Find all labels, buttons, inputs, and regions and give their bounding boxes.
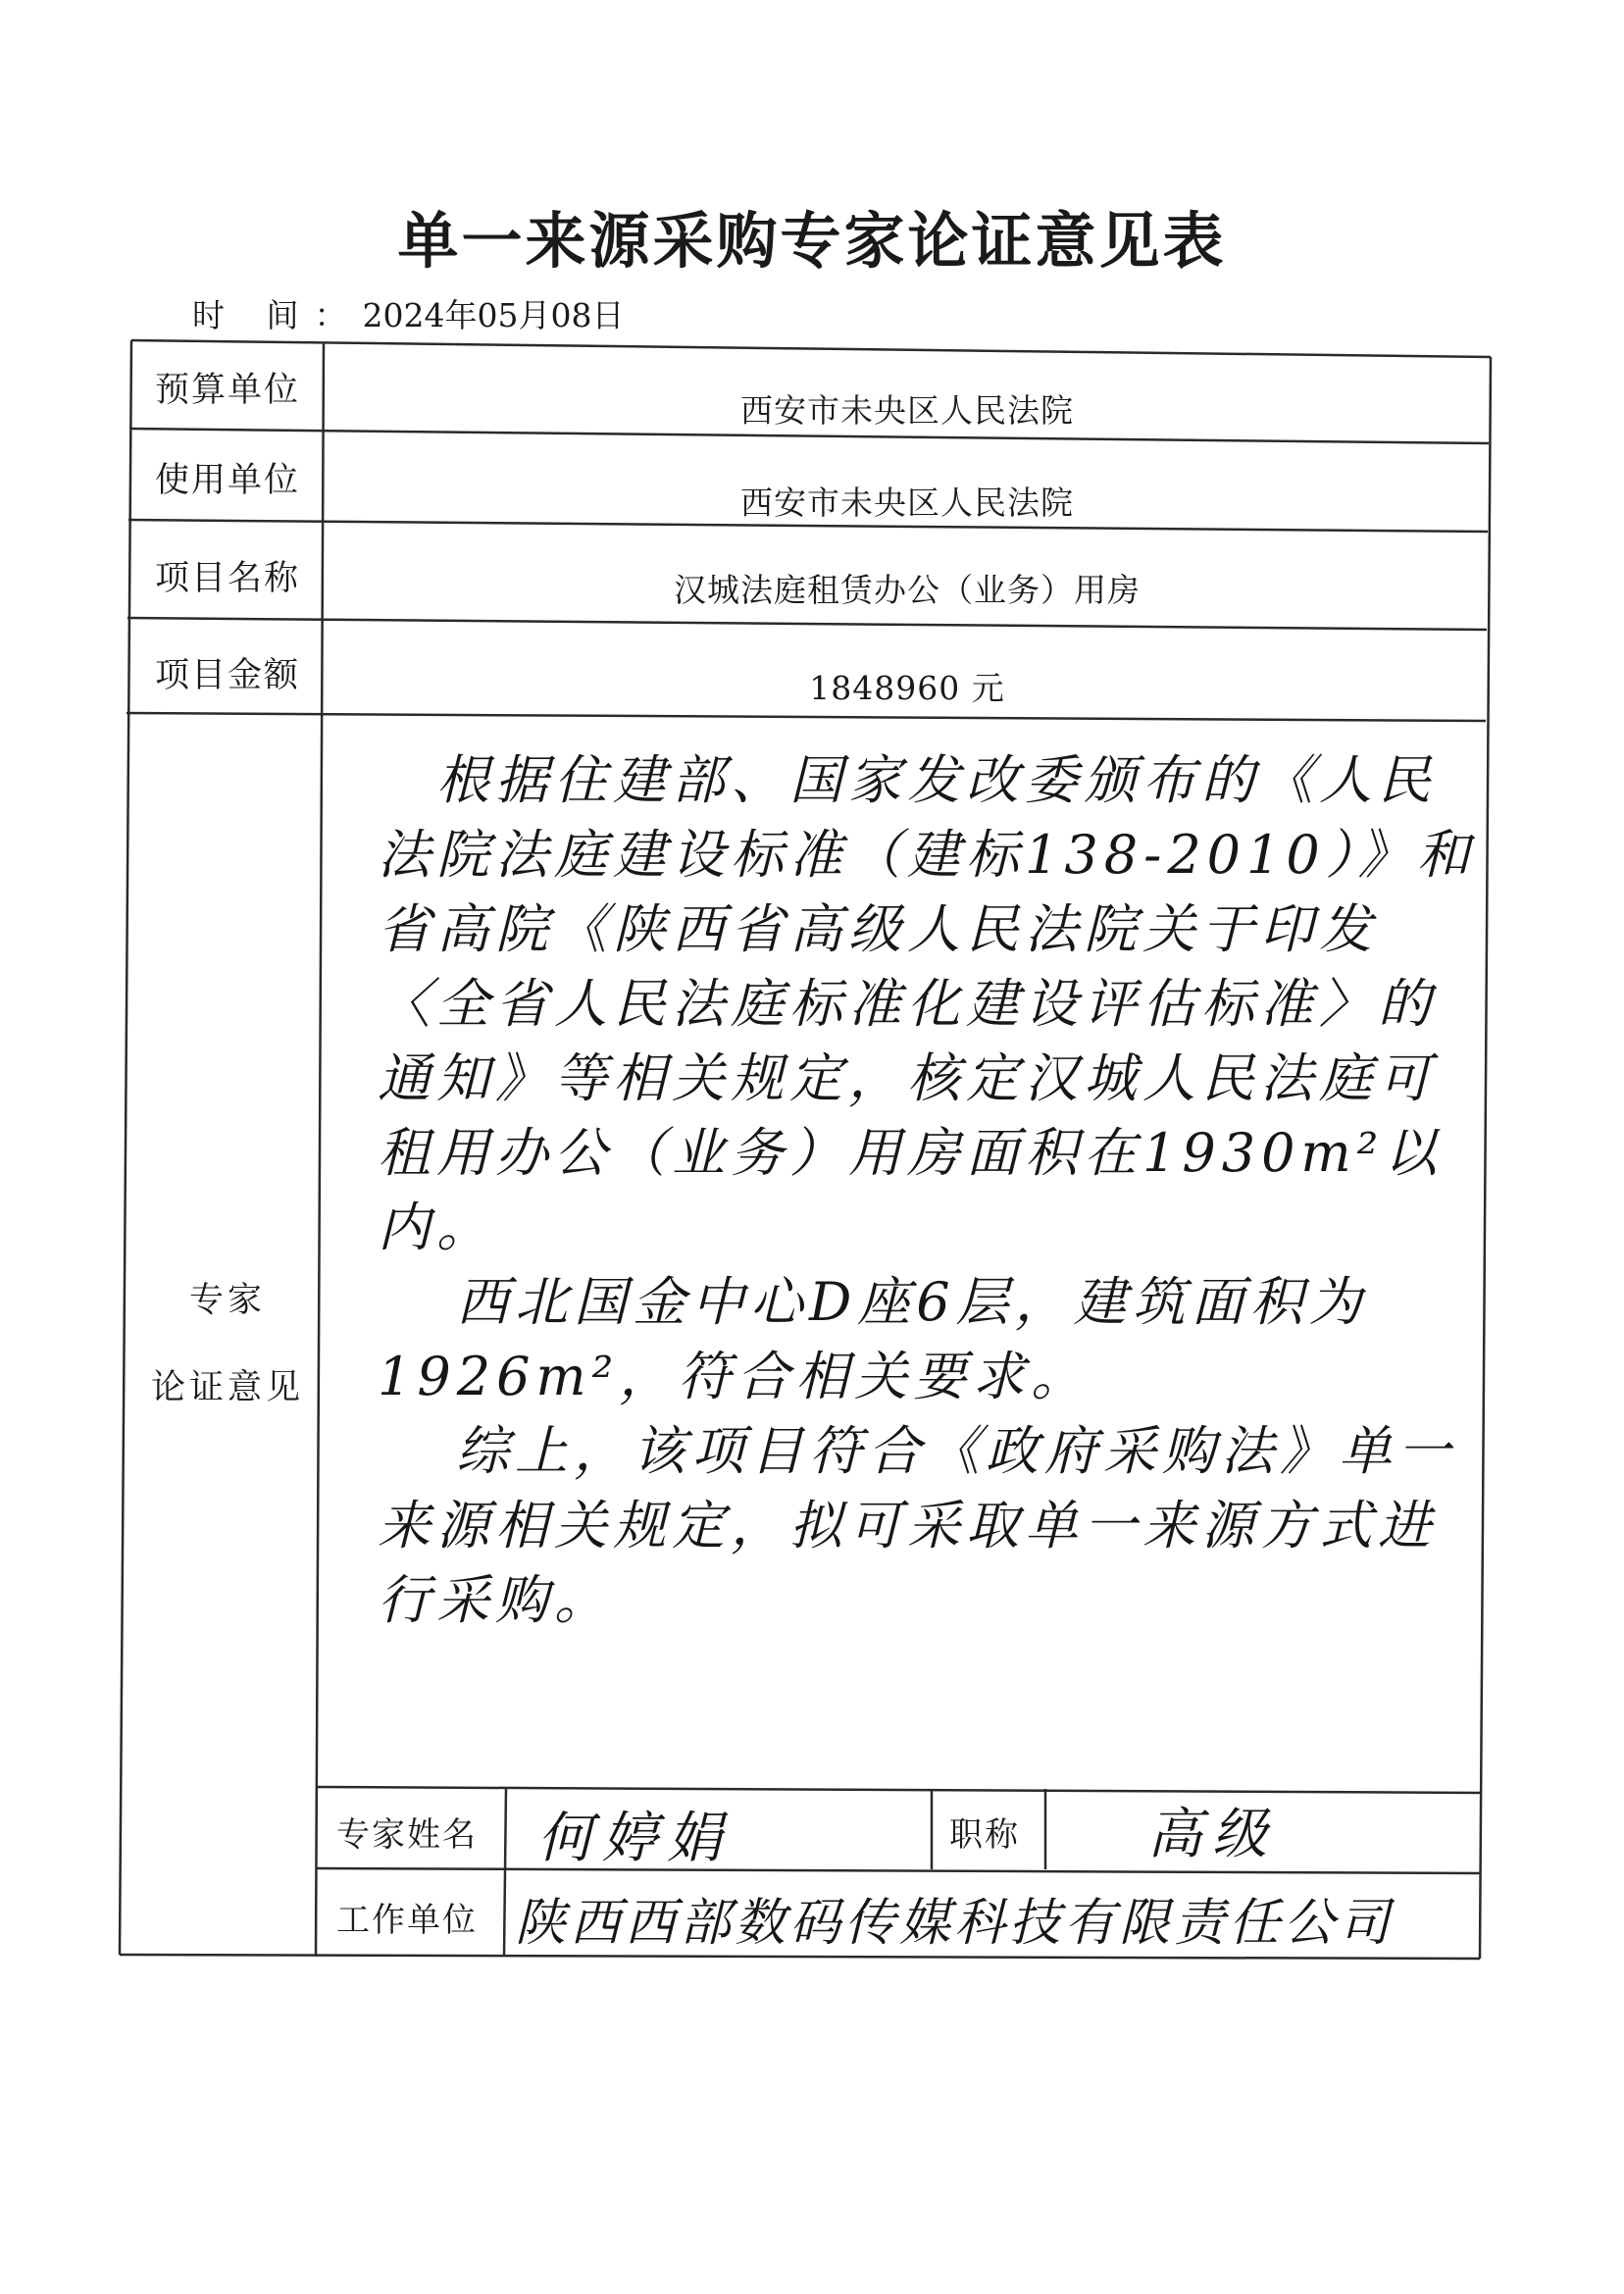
work-unit-handwritten: 陕西西部数码传媒科技有限责任公司 bbox=[515, 1894, 1395, 1953]
user-unit-label: 使用单位 bbox=[154, 461, 300, 500]
opinion-label-line2: 论证意见 bbox=[150, 1368, 304, 1407]
user-unit-value: 西安市未央区人民法院 bbox=[740, 484, 1074, 522]
opinion-paragraph-1: 根据住建部、国家发改委颁布的《人民法院法庭建设标准（建标138-2010）》和省高院《陕西省高级人民法院关于印发〈全省人民法庭标准化建设评估标准〉的通知》等相关规定，核定汉城人民法庭可租用办公（业务）用房面积在1930m²以内。 bbox=[378, 749, 1476, 1258]
work-unit-label: 工作单位 bbox=[336, 1901, 478, 1940]
expert-name-signature: 何婷娟 bbox=[537, 1807, 732, 1870]
project-amount-label: 项目金额 bbox=[154, 656, 300, 695]
date-line bbox=[192, 290, 624, 336]
project-amount-value: 1848960 元 bbox=[809, 669, 1005, 707]
date-label: 时 间： bbox=[192, 296, 363, 334]
job-title-handwritten: 高级 bbox=[1147, 1803, 1277, 1866]
expert-opinion-handwritten bbox=[378, 743, 1486, 1638]
job-title-label: 职称 bbox=[949, 1815, 1020, 1855]
project-name-value: 汉城法庭租赁办公（业务）用房 bbox=[674, 571, 1141, 609]
opinion-paragraph-3: 综上，该项目符合《政府采购法》单一来源相关规定，拟可采取单一来源方式进行采购。 bbox=[378, 1420, 1456, 1631]
document-title: 单一来源采购专家论证意见表 bbox=[397, 205, 1227, 277]
opinion-label-line1: 专家 bbox=[188, 1281, 266, 1320]
expert-name-label: 专家姓名 bbox=[336, 1815, 478, 1855]
date-value: 2024年05月08日 bbox=[362, 296, 625, 334]
budget-unit-value: 西安市未央区人民法院 bbox=[740, 391, 1074, 430]
budget-unit-label: 预算单位 bbox=[154, 371, 300, 410]
opinion-paragraph-2: 西北国金中心D座6层，建筑面积为1926m²，符合相关要求。 bbox=[378, 1271, 1368, 1407]
project-name-label: 项目名称 bbox=[154, 559, 300, 598]
